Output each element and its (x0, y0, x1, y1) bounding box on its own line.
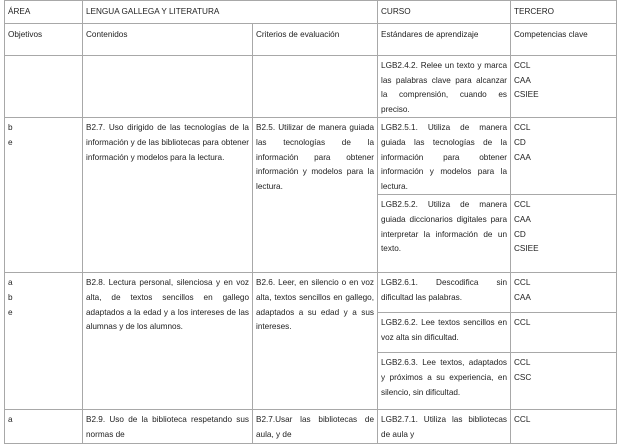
cell-competencias (511, 195, 617, 273)
cell-competencias (511, 273, 617, 313)
cell-standard: LGB2.4.2. Relee un texto y marca las palabras clave para alcanzar la comprensión, cuando es preciso. (378, 56, 511, 118)
curriculum-table (4, 0, 617, 444)
column-header-row (5, 24, 617, 56)
competencia-code: CCL (514, 200, 531, 210)
competencia-code: CD (514, 137, 526, 147)
cell-contenido: B2.9. Uso de la biblioteca respetando sus normas de (83, 410, 253, 443)
table-row (5, 410, 617, 443)
cell-competencias (511, 313, 617, 353)
competencia-code: CCL (514, 318, 531, 328)
competencia-code: CSIEE (514, 244, 539, 254)
area-value: LENGUA GALLEGA Y LITERATURA (83, 1, 378, 24)
col-contenidos: Contenidos (83, 24, 253, 56)
table-row (5, 56, 617, 118)
competencia-code: CSC (514, 372, 532, 382)
cell-competencias (511, 118, 617, 195)
competencia-code: CAA (514, 75, 531, 85)
competencia-code: CD (514, 229, 526, 239)
objetivo-code: a (8, 415, 13, 425)
cell-competencias (511, 410, 617, 443)
col-objetivos: Objetivos (5, 24, 83, 56)
competencia-code: CCL (514, 123, 531, 133)
col-criterios: Criterios de evaluación (253, 24, 378, 56)
objetivo-code: b (8, 292, 13, 302)
cell-contenido: B2.8. Lectura personal, silenciosa y en voz alta, de textos sencillos en gallego adaptados a la edad y a los intereses de las alumnas y de los alumnos. (83, 273, 253, 410)
cell-standard: LGB2.5.2. Utiliza de manera guiada diccionarios digitales para interpretar la información de un texto. (378, 195, 511, 273)
table-row (5, 273, 617, 313)
cell-competencias (511, 56, 617, 118)
cell-standard: LGB2.6.1. Descodifica sin dificultad las palabras. (378, 273, 511, 313)
cell-criterio: B2.7.Usar las bibliotecas de aula, y de (253, 410, 378, 443)
cell-criterio: B2.6. Leer, en silencio o en voz alta, textos sencillos en gallego, adaptados a su edad y a sus intereses. (253, 273, 378, 410)
curso-value: TERCERO (511, 1, 617, 24)
cell-objetivos (5, 118, 83, 273)
cell-standard: LGB2.5.1. Utiliza de manera guiada las tecnologías de la información para obtener información y modelos para la lectura. (378, 118, 511, 195)
objetivo-code: e (8, 137, 13, 147)
competencia-code: CCL (514, 61, 531, 70)
cell-contenido: B2.7. Uso dirigido de las tecnologías de la información y de las bibliotecas para obtener información y modelos para la lectura. (83, 118, 253, 273)
competencia-code: CCL (514, 358, 531, 368)
col-estandares: Estándares de aprendizaje (378, 24, 511, 56)
area-label: ÁREA (5, 1, 83, 24)
objetivo-code: e (8, 307, 13, 317)
col-competencias: Competencias clave (511, 24, 617, 56)
competencia-code: CCL (514, 278, 531, 288)
objetivo-code: b (8, 123, 13, 133)
cell-criterio: B2.5. Utilizar de manera guiada las tecnologías de la información para obtener información y modelos para la lectura. (253, 118, 378, 273)
cell-standard: LGB2.6.2. Lee textos sencillos en voz alta sin dificultad. (378, 313, 511, 353)
competencia-code: CAA (514, 292, 531, 302)
cell-objetivos (5, 273, 83, 410)
cell-standard: LGB2.6.3. Lee textos, adaptados y próximos a su experiencia, en silencio, sin dificultad. (378, 353, 511, 410)
table-row (5, 118, 617, 195)
cell-objetivos (5, 56, 83, 118)
competencia-code: CSIEE (514, 90, 539, 100)
curso-label: CURSO (378, 1, 511, 24)
competencia-code: CCL (514, 415, 531, 425)
competencia-code: CAA (514, 214, 531, 224)
objetivo-code: a (8, 278, 13, 288)
cell-contenido (83, 56, 253, 118)
header-row (5, 1, 617, 24)
cell-standard: LGB2.7.1. Utiliza las bibliotecas de aula y (378, 410, 511, 443)
competencia-code: CAA (514, 152, 531, 162)
cell-competencias (511, 353, 617, 410)
cell-objetivos (5, 410, 83, 443)
cell-criterio (253, 56, 378, 118)
